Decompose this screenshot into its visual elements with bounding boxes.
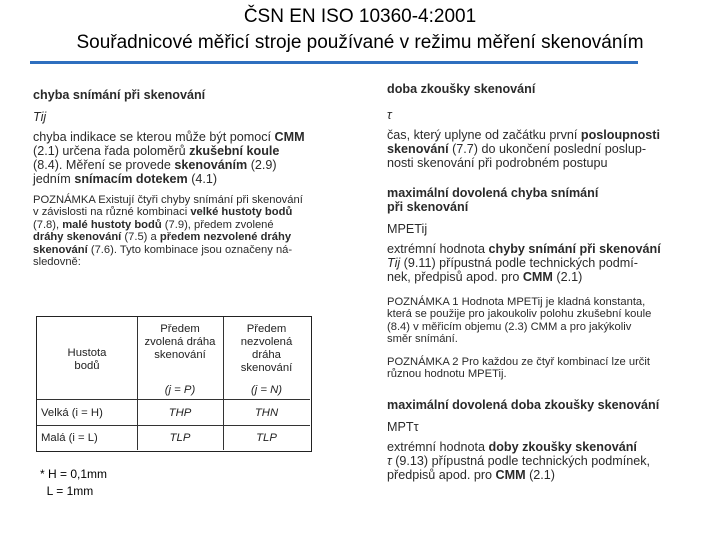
right-column	[387, 82, 687, 482]
slide-title: ČSN EN ISO 10360-4:2001	[243, 6, 477, 27]
term-definition	[387, 242, 687, 284]
term-note	[387, 296, 687, 346]
note-line: (7.8), malé hustoty bodů (7.9), předem zvolené	[33, 218, 274, 231]
note-line: která se použije pro jakoukoliv polohu zkušební koule	[387, 308, 652, 321]
table-row-label: Velká (i = H)	[41, 407, 103, 419]
term-symbol: MPETij	[387, 222, 428, 236]
table-cell: TLP	[169, 432, 191, 444]
table-cell: THN	[254, 407, 279, 419]
term-definition	[387, 128, 687, 170]
note-line: dráhy skenování (7.5) a předem nezvolené dráhy	[33, 231, 292, 244]
title-underline	[30, 61, 638, 64]
term-heading: maximální dovolená doba zkoušky skenování	[387, 398, 660, 413]
definition-line: čas, který uplyne od začátku první posloupnosti	[387, 128, 660, 142]
definition-line: Tij (9.11) přípustná podle technických podmí-	[387, 256, 638, 270]
definition-line: extrémní hodnota chyby snímání při skenování	[387, 242, 661, 256]
term-definition	[33, 130, 333, 186]
definition-line: chyba indikace se kterou může být pomocí CMM	[33, 130, 305, 144]
table-divider	[37, 399, 310, 400]
table-param-jp: (j = P)	[164, 384, 196, 396]
term-note	[387, 356, 687, 381]
definition-line: skenování (7.7) do ukončení poslední poslup-	[387, 142, 647, 156]
term-definition	[387, 440, 687, 482]
note-line: sledovně:	[33, 256, 81, 269]
table-row-label: Malá (i = L)	[41, 432, 98, 444]
note-line: skenování (7.6). Tyto kombinace jsou označeny ná-	[33, 243, 293, 256]
definition-line: jedním snímacím dotekem (4.1)	[33, 172, 218, 186]
definition-line: předpisů apod. pro CMM (2.1)	[387, 468, 556, 483]
term-note	[33, 194, 333, 268]
definition-line: nek, předpisů apod. pro CMM (2.1)	[387, 270, 583, 284]
slide-subtitle: Souřadnicové měřicí stroje používané v režimu měření skenováním	[76, 32, 644, 53]
term-symbol: Tij	[33, 110, 47, 124]
note-line: (8.4) v měřicím objemu (2.3) CMM a pro jakýkoliv	[387, 320, 632, 333]
definition-line: (8.4). Měření se provede skenováním (2.9)	[33, 158, 277, 172]
table-header-not-predefined: Předem nezvolená dráha skenování	[240, 323, 293, 374]
table-cell: THP	[168, 407, 192, 419]
note-line: POZNÁMKA 1 Hodnota MPETij je kladná konstanta,	[387, 296, 646, 308]
table-param-jn: (j = N)	[250, 384, 283, 396]
table-cell: TLP	[256, 432, 277, 444]
left-column	[33, 88, 333, 268]
note-line: různou hodnotu MPETij.	[387, 368, 507, 381]
term-heading: maximální dovolená chyba snímání při skenování	[387, 186, 599, 214]
term-heading: doba zkoušky skenování	[387, 82, 536, 96]
combinations-table	[36, 316, 312, 452]
note-line: směr snímání.	[387, 333, 458, 346]
definition-line: τ (9.13) přípustná podle technických podmínek,	[387, 454, 651, 469]
term-heading: chyba snímání při skenování	[33, 88, 206, 102]
density-footnote: * H = 0,1mm L = 1mm	[40, 467, 108, 498]
definition-line: nosti skenování při podrobném postupu	[387, 156, 608, 170]
term-symbol: τ	[387, 108, 392, 122]
definition-line: (2.1) určena řada poloměrů zkušební koule	[33, 144, 280, 158]
term-symbol: MPTτ	[387, 420, 419, 435]
note-line: POZNÁMKA Existují čtyři chyby snímání při skenování	[33, 194, 303, 206]
table-header-predefined: Předem zvolená dráha skenování	[144, 323, 216, 361]
note-line: v závislosti na různé kombinaci velké hustoty bodů	[33, 206, 293, 219]
note-line: POZNÁMKA 2 Pro každou ze čtyř kombinací lze určit	[387, 355, 650, 368]
table-divider	[37, 425, 310, 426]
table-header-density: Hustota bodů	[67, 347, 107, 372]
definition-line: extrémní hodnota doby zkoušky skenování	[387, 440, 637, 455]
